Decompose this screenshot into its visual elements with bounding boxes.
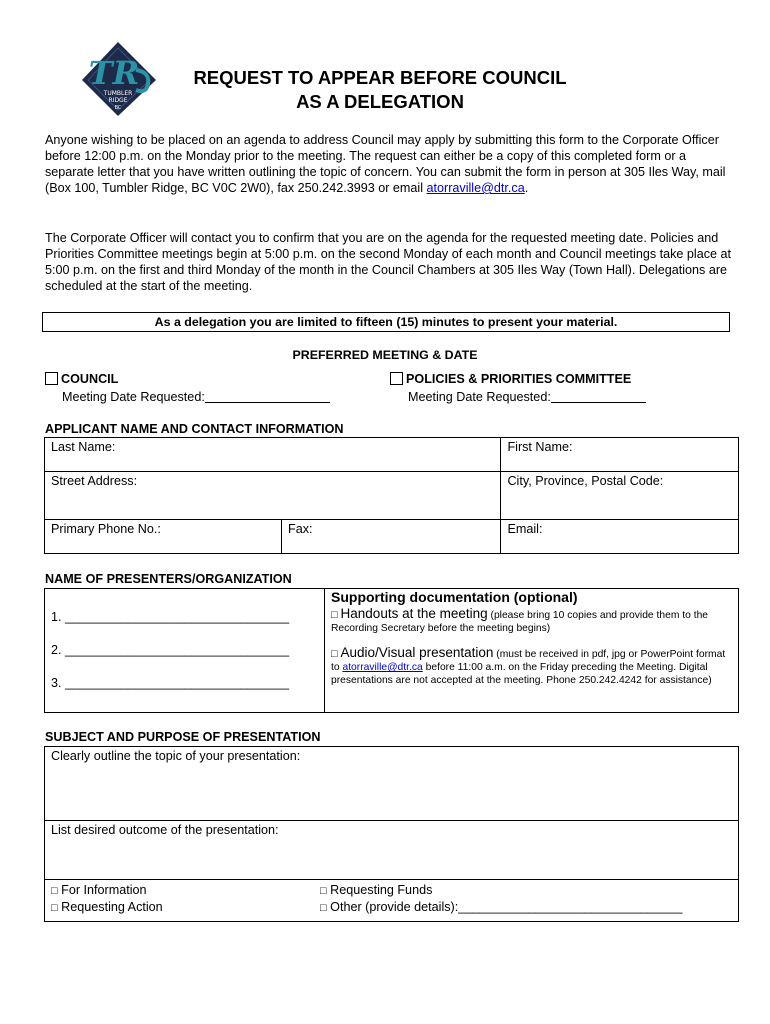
presenter-line-1[interactable]: 1. ________________________________	[51, 610, 290, 624]
other-checkbox[interactable]: □	[320, 902, 327, 914]
av-option	[331, 646, 734, 687]
svg-text:RIDGE: RIDGE	[108, 97, 128, 104]
presenter-line-2[interactable]: 2. ________________________________	[51, 643, 290, 657]
handouts-label: Handouts at the meeting	[340, 606, 488, 621]
applicant-heading: APPLICANT NAME AND CONTACT INFORMATION	[45, 422, 344, 436]
council-label: COUNCIL	[61, 372, 119, 386]
for-information-checkbox[interactable]: □	[51, 885, 58, 897]
presenter-line-3[interactable]: 3. ________________________________	[51, 676, 290, 690]
requesting-action-label: Requesting Action	[61, 900, 163, 914]
council-date-label: Meeting Date Requested:	[62, 390, 205, 404]
other-option[interactable]	[320, 899, 732, 916]
subject-table	[44, 746, 739, 922]
outcome-field[interactable]: List desired outcome of the presentation:	[45, 821, 739, 880]
requesting-action-checkbox[interactable]: □	[51, 902, 58, 914]
presenters-cell	[45, 589, 325, 713]
ppc-option	[390, 372, 631, 386]
subject-heading: SUBJECT AND PURPOSE OF PRESENTATION	[45, 730, 321, 744]
ppc-date-field[interactable]	[551, 390, 646, 403]
ppc-date-label: Meeting Date Requested:	[408, 390, 551, 404]
requesting-funds-option[interactable]	[320, 882, 732, 899]
intro-text: Anyone wishing to be placed on an agenda to address Council may apply by submitting this form to the Corporate Officer before 12:00 p.m. on the Monday prior to the meeting. The request can either be a copy of this completed form or a separate letter that you have written outlining the topic of concern. You can submit the form in person at 305 Iles Way, mail (Box 100, Tumbler Ridge, BC V0C 2W0), fax 250.242.3993 or email	[45, 133, 726, 195]
svg-text:TUMBLER: TUMBLER	[103, 90, 133, 97]
page-title	[150, 66, 610, 114]
time-limit-notice: As a delegation you are limited to fifteen (15) minutes to present your material.	[42, 312, 730, 332]
for-information-option[interactable]	[51, 882, 308, 899]
ppc-label: POLICIES & PRIORITIES COMMITTEE	[406, 372, 632, 386]
last-name-field[interactable]: Last Name:	[45, 438, 501, 472]
presenters-heading: NAME OF PRESENTERS/ORGANIZATION	[45, 572, 292, 586]
intro-email-link[interactable]: atorraville@dtr.ca	[426, 181, 525, 195]
supporting-docs-cell	[325, 589, 739, 713]
options-right	[314, 880, 739, 922]
av-note-2: before 11:00 a.m. on the Friday preceding the Meeting. Digital presentations are not accepted at the meeting. Phone 250.242.4242 for assistance)	[331, 662, 712, 686]
first-name-field[interactable]: First Name:	[501, 438, 739, 472]
requesting-action-option[interactable]	[51, 899, 308, 916]
av-note-1: (must be received in pdf, jpg or PowerPoint format to	[331, 649, 726, 673]
av-email-link[interactable]: atorraville@dtr.ca	[342, 662, 423, 673]
requesting-funds-checkbox[interactable]: □	[320, 885, 327, 897]
requesting-funds-label: Requesting Funds	[330, 883, 433, 897]
ppc-checkbox[interactable]	[390, 372, 403, 385]
city-province-field[interactable]: City, Province, Postal Code:	[501, 472, 739, 520]
handouts-note: (please bring 10 copies and provide them to the Recording Secretary before the meeting begins)	[331, 610, 709, 634]
presenters-table	[44, 588, 739, 713]
phone-field[interactable]: Primary Phone No.:	[45, 520, 282, 554]
fax-field[interactable]: Fax:	[282, 520, 501, 554]
av-checkbox[interactable]: □	[331, 648, 338, 660]
email-field[interactable]: Email:	[501, 520, 739, 554]
supporting-docs-heading: Supporting documentation (optional)	[331, 589, 578, 605]
svg-text:BC: BC	[114, 105, 122, 111]
meeting-info-paragraph: The Corporate Officer will contact you to confirm that you are on the agenda for the requested meeting date. Policies and Priorities Committee meetings begin at 5:00 p.m. on the second Monday of each month and Council meetings take place at 5:00 p.m. on the first and third Monday of the month in the Council Chambers at 305 Iles Way (Town Hall). Delegations are scheduled at the start of the meeting.	[45, 231, 732, 293]
tumbler-ridge-logo	[78, 40, 158, 118]
handouts-checkbox[interactable]: □	[331, 609, 338, 621]
council-date-field[interactable]	[205, 390, 330, 403]
ppc-date-row	[408, 390, 646, 404]
council-checkbox[interactable]	[45, 372, 58, 385]
title-line-1: REQUEST TO APPEAR BEFORE COUNCIL	[193, 67, 567, 88]
topic-field[interactable]: Clearly outline the topic of your presentation:	[45, 747, 739, 821]
for-information-label: For Information	[61, 883, 147, 897]
council-date-row	[62, 390, 330, 404]
options-left	[45, 880, 315, 922]
applicant-table	[44, 437, 739, 554]
av-label: Audio/Visual presentation	[340, 645, 494, 660]
street-address-field[interactable]: Street Address:	[45, 472, 501, 520]
other-label: Other (provide details):________________________________	[330, 900, 683, 914]
intro-paragraph	[45, 132, 735, 196]
intro-end: .	[524, 181, 529, 195]
svg-text:TR: TR	[88, 54, 140, 92]
preferred-heading: PREFERRED MEETING & DATE	[292, 348, 478, 362]
handouts-option	[331, 607, 734, 635]
title-line-2: AS A DELEGATION	[296, 91, 464, 112]
council-option	[45, 372, 118, 386]
